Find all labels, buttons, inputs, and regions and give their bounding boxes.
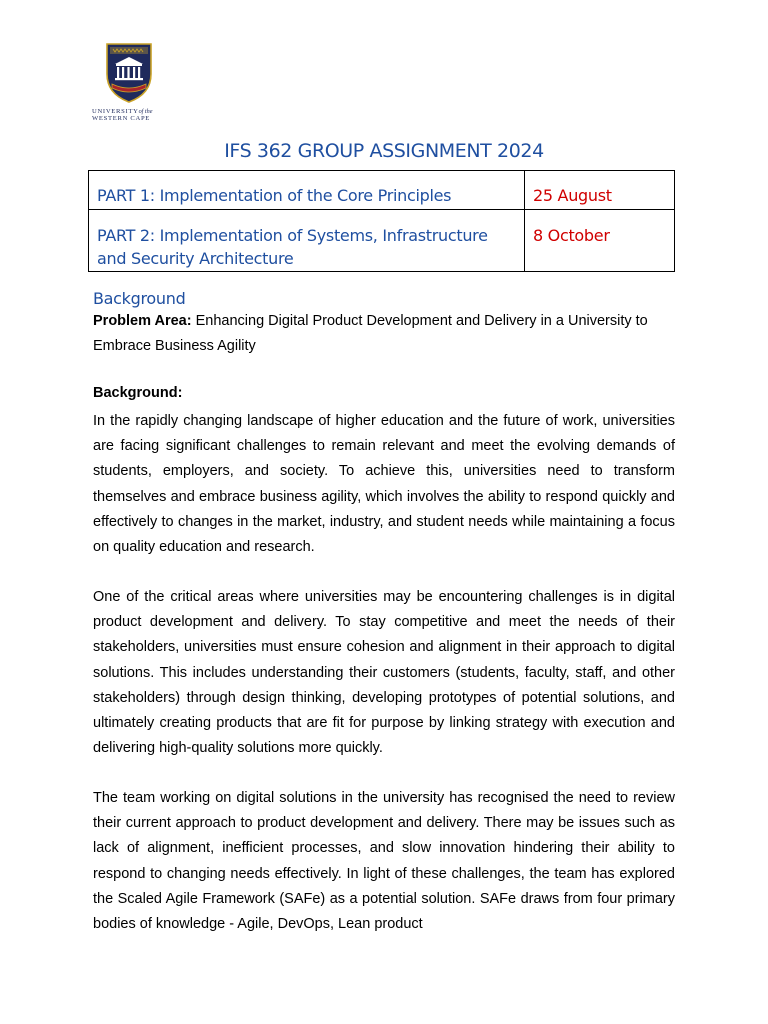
document-title: IFS 362 GROUP ASSIGNMENT 2024 <box>224 140 544 162</box>
part-date: 8 October <box>525 210 675 272</box>
body-paragraph: In the rapidly changing landscape of higher education and the future of work, universities are facing significant challenges to remain relevant and meet the evolving demands of students, employers, and society. To achieve this, universities need to transform themselves and embrace business agility, which involves the ability to respond quickly and effectively to changes in the market, industry, and student needs while maintaining a focus on quality education and research. <box>93 413 675 556</box>
part-label: PART 2: Implementation of Systems, Infrastructure and Security Architecture <box>89 210 525 272</box>
problem-area-text: Enhancing Digital Product Development and Delivery in a University to Embrace Business Agility <box>93 313 648 355</box>
table-row <box>89 171 675 210</box>
logo-text-line2: WESTERN CAPE <box>92 115 151 122</box>
part-label: PART 1: Implementation of the Core Principles <box>89 171 525 210</box>
table-row <box>89 210 675 272</box>
problem-area-label: Problem Area: <box>93 313 192 329</box>
problem-area-paragraph <box>93 309 675 359</box>
background-label: Background: <box>93 385 183 401</box>
section-heading: Background <box>93 289 186 308</box>
university-crest-icon <box>104 42 154 104</box>
deadlines-table <box>88 170 675 272</box>
university-logo <box>92 42 166 122</box>
logo-text-line1: UNIVERSITYof the <box>92 108 153 115</box>
body-paragraph: One of the critical areas where universities may be encountering challenges is in digital product development and delivery. To stay competitive and meet the needs of their stakeholders, universities must ensure cohesion and alignment in their approach to digital solutions. This includes understanding their customers (students, faculty, staff, and other stakeholders) through design thinking, developing prototypes of potential solutions, and ultimately creating products that are fit for purpose by linking strategy with execution and delivering high-quality solutions more quickly. <box>93 589 675 757</box>
part-date: 25 August <box>525 171 675 210</box>
body-paragraph: The team working on digital solutions in the university has recognised the need to review their current approach to product development and delivery. There may be issues such as lack of alignment, inefficient processes, and slow innovation hindering their ability to respond to changing needs effectively. In light of these challenges, the team has explored the Scaled Agile Framework (SAFe) as a potential solution. SAFe draws from four primary bodies of knowledge - Agile, DevOps, Lean product <box>93 790 675 933</box>
